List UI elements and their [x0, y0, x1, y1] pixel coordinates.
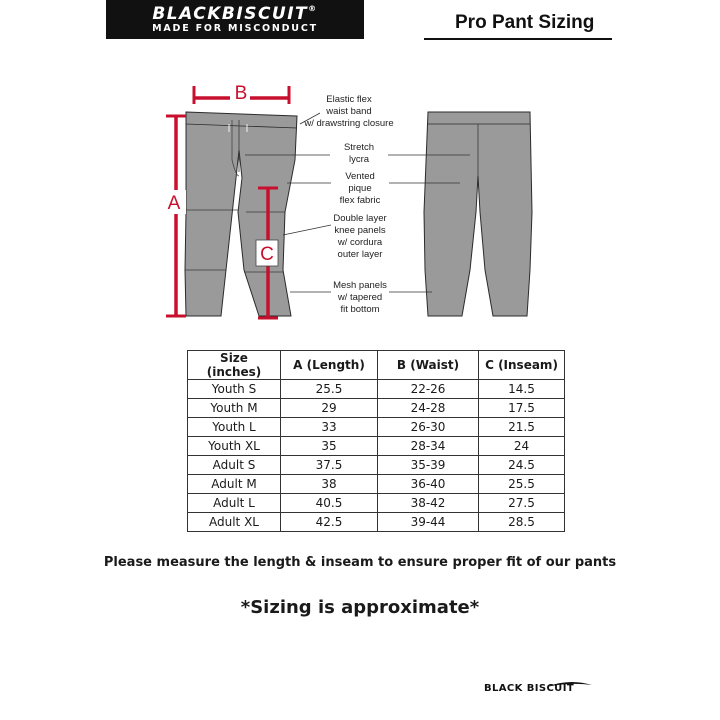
measure-c-label: C: [260, 244, 274, 265]
callout-line: pique: [348, 183, 372, 194]
cell-inseam: 27.5: [479, 494, 565, 513]
cell-inseam: 25.5: [479, 475, 565, 494]
cell-size: Adult M: [188, 475, 281, 494]
callout-line: waist band: [326, 106, 372, 117]
table-row: [188, 494, 565, 513]
cell-size: Youth S: [188, 380, 281, 399]
callout-knee: [326, 213, 394, 261]
cell-waist: 36-40: [378, 475, 479, 494]
back-pant-illustration: [424, 112, 532, 316]
callout-line: Mesh panels: [333, 280, 387, 291]
brand-tagline: MADE FOR MISCONDUCT: [152, 23, 318, 34]
table-header-row: [188, 351, 565, 380]
cell-length: 29: [281, 399, 378, 418]
sizing-disclaimer: *Sizing is approximate*: [240, 597, 480, 618]
cell-size: Youth L: [188, 418, 281, 437]
col-header-waist: B (Waist): [378, 351, 479, 380]
cell-inseam: 17.5: [479, 399, 565, 418]
table-row: [188, 475, 565, 494]
cell-waist: 26-30: [378, 418, 479, 437]
callout-stretch: [330, 142, 388, 166]
cell-inseam: 21.5: [479, 418, 565, 437]
cell-length: 33: [281, 418, 378, 437]
cell-inseam: 14.5: [479, 380, 565, 399]
table-row: [188, 399, 565, 418]
cell-inseam: 28.5: [479, 513, 565, 532]
callout-line: knee panels: [334, 225, 386, 236]
front-pant-illustration: [185, 112, 297, 316]
footer-logo: [484, 680, 594, 698]
cell-size: Adult XL: [188, 513, 281, 532]
cell-inseam: 24.5: [479, 456, 565, 475]
callout-line: w/ drawstring closure: [304, 118, 394, 129]
brand-name: BLACKBISCUIT®: [152, 4, 318, 24]
cell-waist: 39-44: [378, 513, 479, 532]
callout-line: Elastic flex: [326, 94, 372, 105]
cell-length: 38: [281, 475, 378, 494]
measure-note: Please measure the length & inseam to ensure proper fit of our pants: [103, 555, 617, 570]
table-row: [188, 456, 565, 475]
callout-line: w/ tapered: [337, 292, 383, 303]
measure-a-label: A: [167, 193, 181, 214]
size-table: [187, 350, 565, 532]
footer-brand: BLACK BISCUIT: [484, 683, 575, 694]
table-row: [188, 418, 565, 437]
callout-line: Stretch: [343, 142, 375, 153]
cell-size: Youth XL: [188, 437, 281, 456]
callout-line: Double layer: [333, 213, 387, 224]
cell-waist: 38-42: [378, 494, 479, 513]
cell-inseam: 24: [479, 437, 565, 456]
cell-size: Adult S: [188, 456, 281, 475]
cell-length: 35: [281, 437, 378, 456]
callout-line: fit bottom: [340, 304, 380, 315]
col-header-length: A (Length): [281, 351, 378, 380]
cell-waist: 24-28: [378, 399, 479, 418]
cell-length: 42.5: [281, 513, 378, 532]
callout-mesh: [326, 280, 394, 316]
cell-length: 37.5: [281, 456, 378, 475]
cell-size: Adult L: [188, 494, 281, 513]
table-row: [188, 513, 565, 532]
callout-vented: [331, 171, 389, 207]
cell-waist: 28-34: [378, 437, 479, 456]
measure-b-label: B: [234, 83, 248, 104]
cell-waist: 22-26: [378, 380, 479, 399]
table-row: [188, 380, 565, 399]
callout-line: w/ cordura: [337, 237, 383, 248]
callout-line: flex fabric: [339, 195, 381, 206]
col-header-size: Size (inches): [188, 351, 281, 380]
table-row: [188, 437, 565, 456]
cell-length: 25.5: [281, 380, 378, 399]
callout-line: outer layer: [337, 249, 383, 260]
callout-line: Vented: [345, 171, 375, 182]
cell-waist: 35-39: [378, 456, 479, 475]
callout-line: lycra: [348, 154, 370, 165]
cell-length: 40.5: [281, 494, 378, 513]
cell-size: Youth M: [188, 399, 281, 418]
page-title: Pro Pant Sizing: [455, 12, 595, 33]
col-header-inseam: C (Inseam): [479, 351, 565, 380]
measure-a-arrow: [166, 116, 186, 316]
callout-waistband: [303, 94, 395, 130]
